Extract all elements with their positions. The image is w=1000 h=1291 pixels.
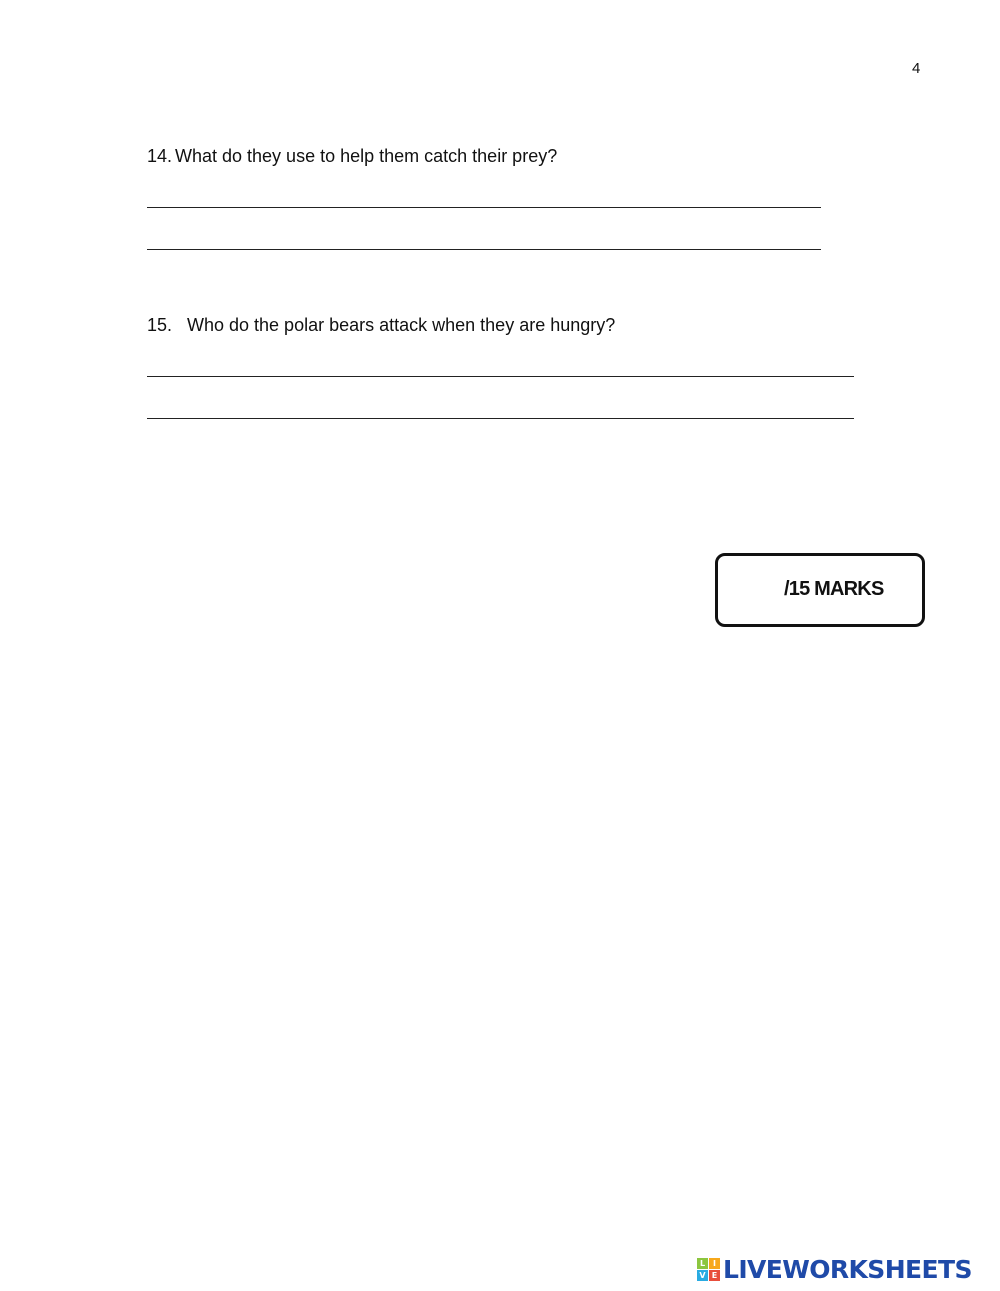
- logo-tile-i: I: [709, 1258, 720, 1269]
- brand-name: LIVEWORKSHEETS: [723, 1255, 972, 1284]
- score-label: /15 MARKS: [784, 578, 884, 600]
- logo-tile-l: L: [697, 1258, 708, 1269]
- liveworksheets-logo-icon: [697, 1258, 720, 1281]
- answer-line-15-1[interactable]: [147, 376, 854, 377]
- answer-line-14-2[interactable]: [147, 249, 821, 250]
- score-box: [715, 553, 925, 627]
- page-number: 4: [912, 60, 921, 77]
- question-15: [147, 315, 615, 336]
- question-text: What do they use to help them catch their prey?: [175, 146, 558, 166]
- question-text: Who do the polar bears attack when they are hungry?: [187, 315, 616, 335]
- answer-line-15-2[interactable]: [147, 418, 854, 419]
- question-14: [147, 146, 557, 167]
- question-number: 15.: [147, 315, 173, 335]
- logo-tile-e: E: [709, 1270, 720, 1281]
- logo-tile-v: V: [697, 1270, 708, 1281]
- liveworksheets-logo: [697, 1255, 972, 1284]
- question-number: 14.: [147, 146, 173, 166]
- answer-line-14-1[interactable]: [147, 207, 821, 208]
